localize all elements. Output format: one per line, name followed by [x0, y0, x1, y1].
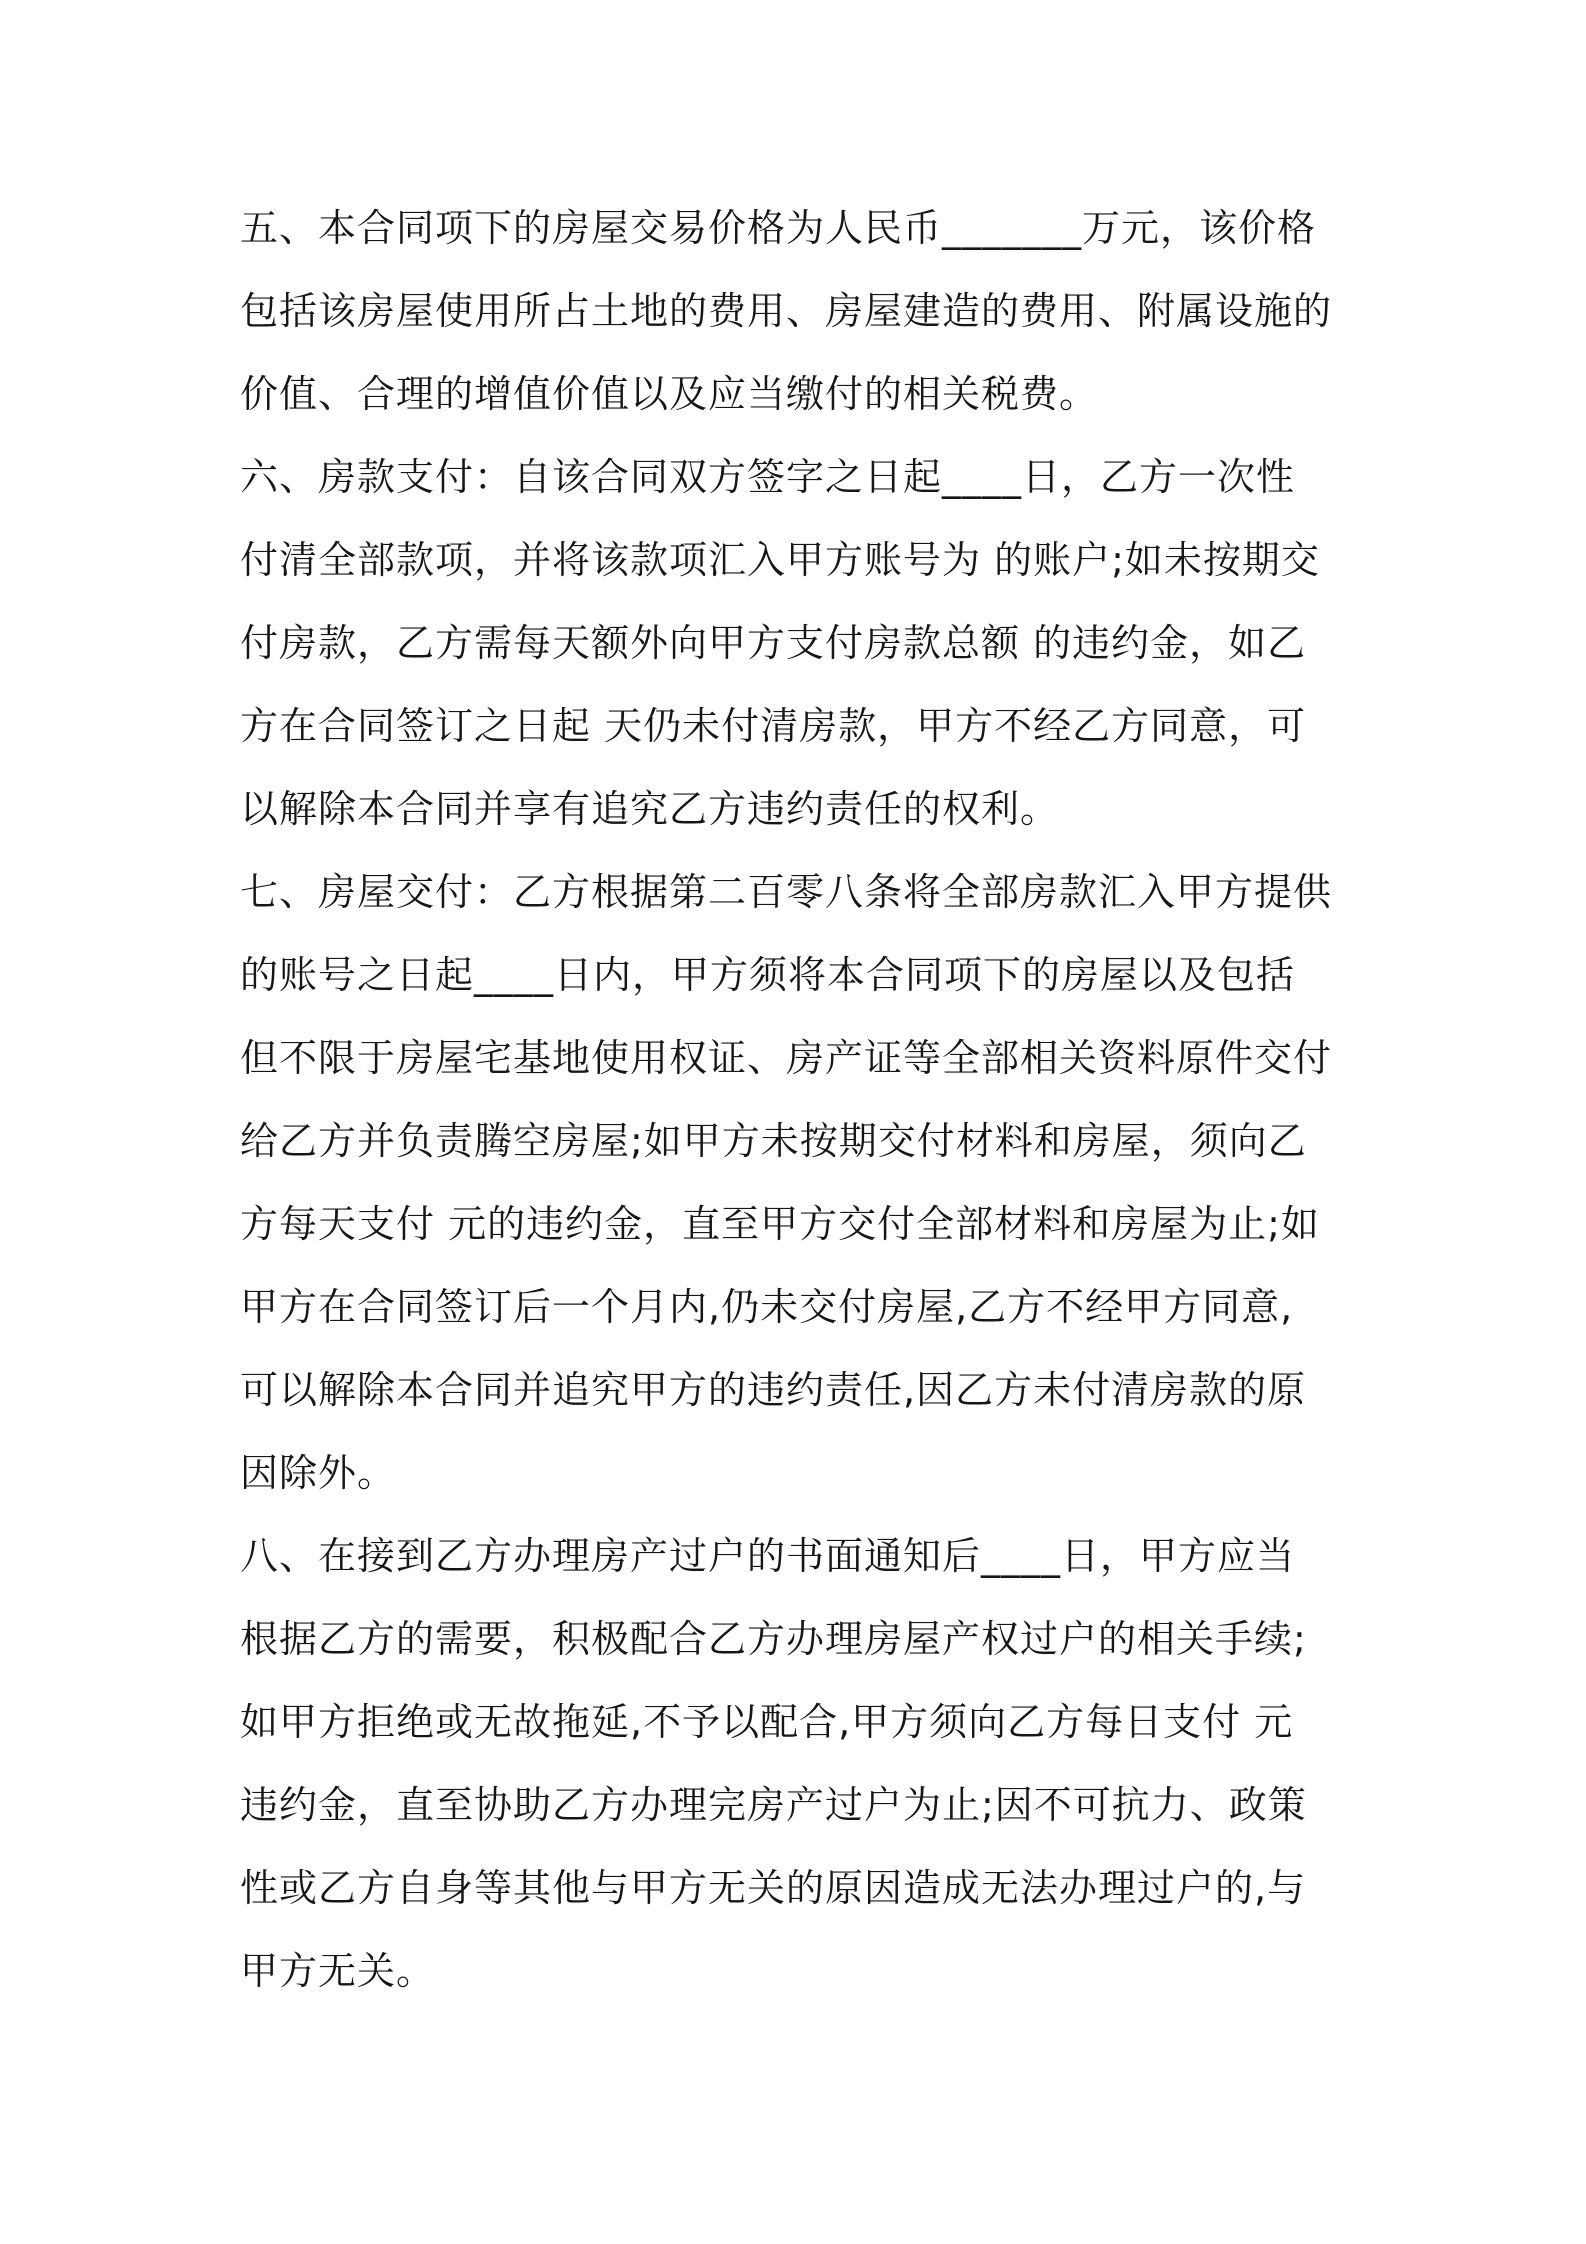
- clause-8-line-6: 甲方无关。: [240, 1949, 436, 1993]
- clause-8-line-2: 根据乙方的需要，积极配合乙方办理房屋产权过户的相关手续;: [240, 1617, 1307, 1661]
- clause-7-line-8: 因除外。: [240, 1451, 397, 1495]
- clause-8-line-5: 性或乙方自身等其他与甲方无关的原因造成无法办理过户的,与: [240, 1866, 1307, 1910]
- clause-5-line-1: 五、本合同项下的房屋交易价格为人民币_______万元，该价格: [240, 206, 1317, 250]
- clause-8-line-3: 如甲方拒绝或无故拖延,不予以配合,甲方须向乙方每日支付 元: [240, 1700, 1294, 1744]
- clause-6-paragraph: [240, 436, 1350, 851]
- clause-5-paragraph: [240, 187, 1350, 436]
- clause-8-paragraph: [240, 1515, 1350, 2013]
- clause-7-line-7: 可以解除本合同并追究甲方的违约责任,因乙方未付清房款的原: [240, 1368, 1307, 1412]
- clause-7-line-4: 给乙方并负责腾空房屋;如甲方未按期交付材料和房屋，须向乙: [240, 1119, 1307, 1163]
- clause-7-line-3: 但不限于房屋宅基地使用权证、房产证等全部相关资料原件交付: [240, 1036, 1333, 1080]
- clause-7-line-5: 方每天支付 元的违约金，直至甲方交付全部材料和房屋为止;如: [240, 1202, 1320, 1246]
- clause-6-line-1: 六、房款支付：自该合同双方签字之日起____日，乙方一次性: [240, 455, 1296, 499]
- clause-7-line-2: 的账号之日起____日内，甲方须将本合同项下的房屋以及包括: [240, 953, 1296, 997]
- clause-6-line-5: 以解除本合同并享有追究乙方违约责任的权利。: [240, 787, 1060, 831]
- clause-5-line-2: 包括该房屋使用所占土地的费用、房屋建造的费用、附属设施的: [240, 289, 1333, 333]
- contract-body: [240, 187, 1350, 2013]
- clause-7-line-1: 七、房屋交付：乙方根据第二百零八条将全部房款汇入甲方提供: [240, 870, 1333, 914]
- clause-6-line-3: 付房款，乙方需每天额外向甲方支付房款总额 的违约金，如乙: [240, 621, 1307, 665]
- clause-8-line-4: 违约金，直至协助乙方办理完房产过户为止;因不可抗力、政策: [240, 1783, 1307, 1827]
- clause-7-line-6: 甲方在合同签订后一个月内,仍未交付房屋,乙方不经甲方同意,: [240, 1285, 1294, 1329]
- clause-7-paragraph: [240, 851, 1350, 1515]
- clause-6-line-2: 付清全部款项，并将该款项汇入甲方账号为 的账户;如未按期交: [240, 538, 1320, 582]
- clause-5-line-3: 价值、合理的增值价值以及应当缴付的相关税费。: [240, 372, 1099, 416]
- clause-6-line-4: 方在合同签订之日起 天仍未付清房款，甲方不经乙方同意，可: [240, 704, 1307, 748]
- clause-8-line-1: 八、在接到乙方办理房产过户的书面通知后____日，甲方应当: [240, 1534, 1296, 1578]
